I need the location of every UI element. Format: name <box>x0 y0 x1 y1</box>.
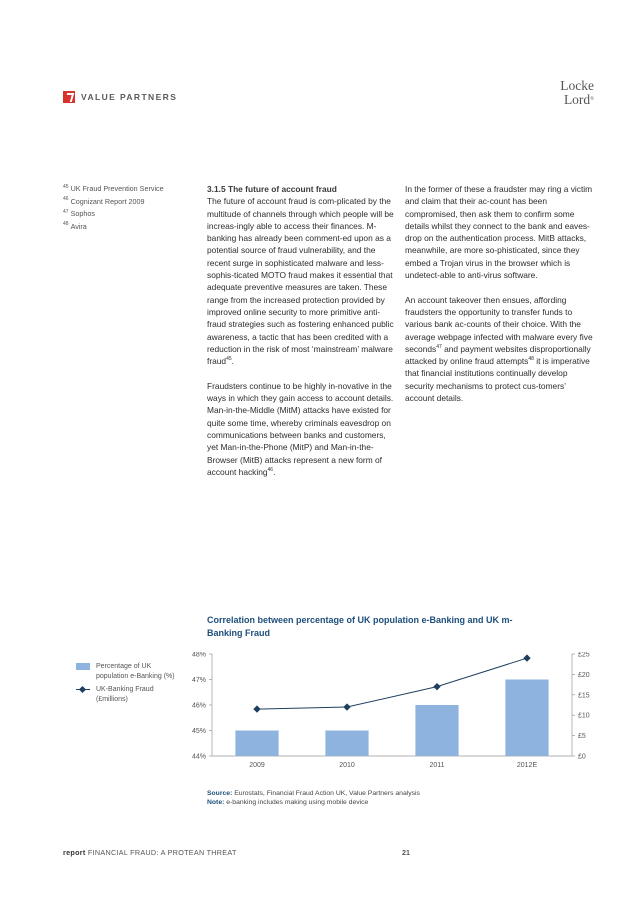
footer-report-title: report FINANCIAL FRAUD: A PROTEAN THREAT <box>63 848 237 857</box>
left-tick-label: 48% <box>191 652 206 659</box>
x-tick-label: 2012E <box>516 762 538 769</box>
paragraph: In the former of these a fraudster may ring a victim and claim that their ac-count has been compromised, then ask them to confirm some details whilst they connect to the bank and eaves-drop on the authentication process. MitB attacks, meanwhile, are more so-phisticated, since they embed a Trojan virus in the browser which is undetect-able to anti-virus software. <box>405 184 593 281</box>
section-heading: 3.1.5 The future of account fraud <box>207 184 337 194</box>
line-point <box>343 703 350 710</box>
line-point <box>523 654 530 661</box>
chart-legend <box>76 662 176 708</box>
left-tick-label: 47% <box>191 677 206 684</box>
footnotes <box>63 183 183 233</box>
right-tick-label: £5 <box>578 733 586 741</box>
chart-title: Correlation between percentage of UK population e-Banking and UK m-Banking Fraud <box>207 615 513 638</box>
right-tick-label: £25 <box>578 652 590 659</box>
chart-bar <box>235 731 278 757</box>
note-line: Note: e-banking includes making using mobile device <box>207 799 369 806</box>
line-point <box>253 705 260 712</box>
locke-lord-logo <box>552 79 594 107</box>
value-partners-logo <box>63 91 177 103</box>
left-tick-label: 45% <box>191 728 206 735</box>
article-column-1 <box>207 183 397 490</box>
footnote-ref: 47 <box>436 344 442 351</box>
chart-bar <box>415 705 458 756</box>
chart-bar <box>505 680 548 757</box>
chart-plot <box>180 652 600 772</box>
value-partners-mark-icon <box>63 91 75 103</box>
left-tick-label: 44% <box>191 753 206 761</box>
footnote-ref: 46 <box>267 467 274 474</box>
article-column-2 <box>405 183 595 417</box>
legend-line-label: UK-Banking Fraud (£millions) <box>96 686 154 703</box>
x-tick-label: 2009 <box>249 762 265 769</box>
footnote: $^{48}$ Avira <box>63 221 87 231</box>
x-tick-label: 2010 <box>339 762 355 769</box>
page-number: 21 <box>402 848 410 857</box>
x-tick-label: 2011 <box>429 762 445 769</box>
legend-item-line <box>76 685 176 704</box>
right-tick-label: £0 <box>578 753 586 761</box>
footnote: $^{47}$ Sophos <box>63 208 95 218</box>
footnote-ref: 48 <box>528 356 534 363</box>
legend-bar-label: Percentage of UK population e-Banking (%) <box>96 663 175 680</box>
line-marker-icon <box>76 685 90 694</box>
footnote: $^{45}$ UK Fraud Prevention Service <box>63 183 164 193</box>
paragraph: The future of account fraud is com-plicated by the multitude of channels through which people will be increas-ingly able to access their finances. M-banking has already been comment-ed upon as a potential source of fraud vulnerability, and the recent surge in sophisticated malware and less-sophis-ticated MOTO fraud makes it essential that adequate preventive measures are taken. These range from the increased protection provided by improved online security to more primitive anti-fraud strategies such as fostering enhanced public awareness, a tactic that has been credited with a reduction in the risk of most ‘mainstream’ malware fraud$^{45}$. <box>207 196 394 367</box>
left-tick-label: 46% <box>191 702 206 710</box>
right-tick-label: £15 <box>578 692 590 700</box>
locke-lord-line2: Lord® <box>563 92 594 107</box>
value-partners-brand: VALUE PARTNERS <box>81 92 178 102</box>
paragraph: An account takeover then ensues, affording fraudsters the opportunity to transfer funds to various bank ac-counts of their choice. With the average webpage infected with malware every five seconds$^{47}$ and payment websites disproportionally attacked by online fraud attempts$^{48}$ it is imperative that financial institutions continually develop security mechanisms to protect cus-tomers’ account details. <box>405 294 593 404</box>
bar-swatch-icon <box>76 663 90 670</box>
footnote: $^{46}$ Cognizant Report 2009 <box>63 196 145 206</box>
right-tick-label: £10 <box>578 712 590 720</box>
paragraph: Fraudsters continue to be highly in-novative in the ways in which they gain access to account details. Man-in-the-Middle (MitM) attacks have existed for quite some time, whereby criminals eavesdrop on communications between banks and customers, yet Man-in-the-Phone (MitP) and Man-in-the-Browser (MitB) attacks represent a new form of account hacking$^{46}$. <box>207 380 394 477</box>
line-point <box>433 683 440 690</box>
footnote-ref: 45 <box>226 356 232 363</box>
chart-source <box>207 789 567 807</box>
chart-bar <box>325 731 368 757</box>
right-tick-label: £20 <box>578 671 590 679</box>
locke-lord-line1: Locke <box>560 78 594 93</box>
fraud-line <box>257 658 527 709</box>
source-line: Source: Eurostats, Financial Fraud Action UK, Value Partners analysis <box>207 790 420 797</box>
legend-item-bars <box>76 662 176 681</box>
